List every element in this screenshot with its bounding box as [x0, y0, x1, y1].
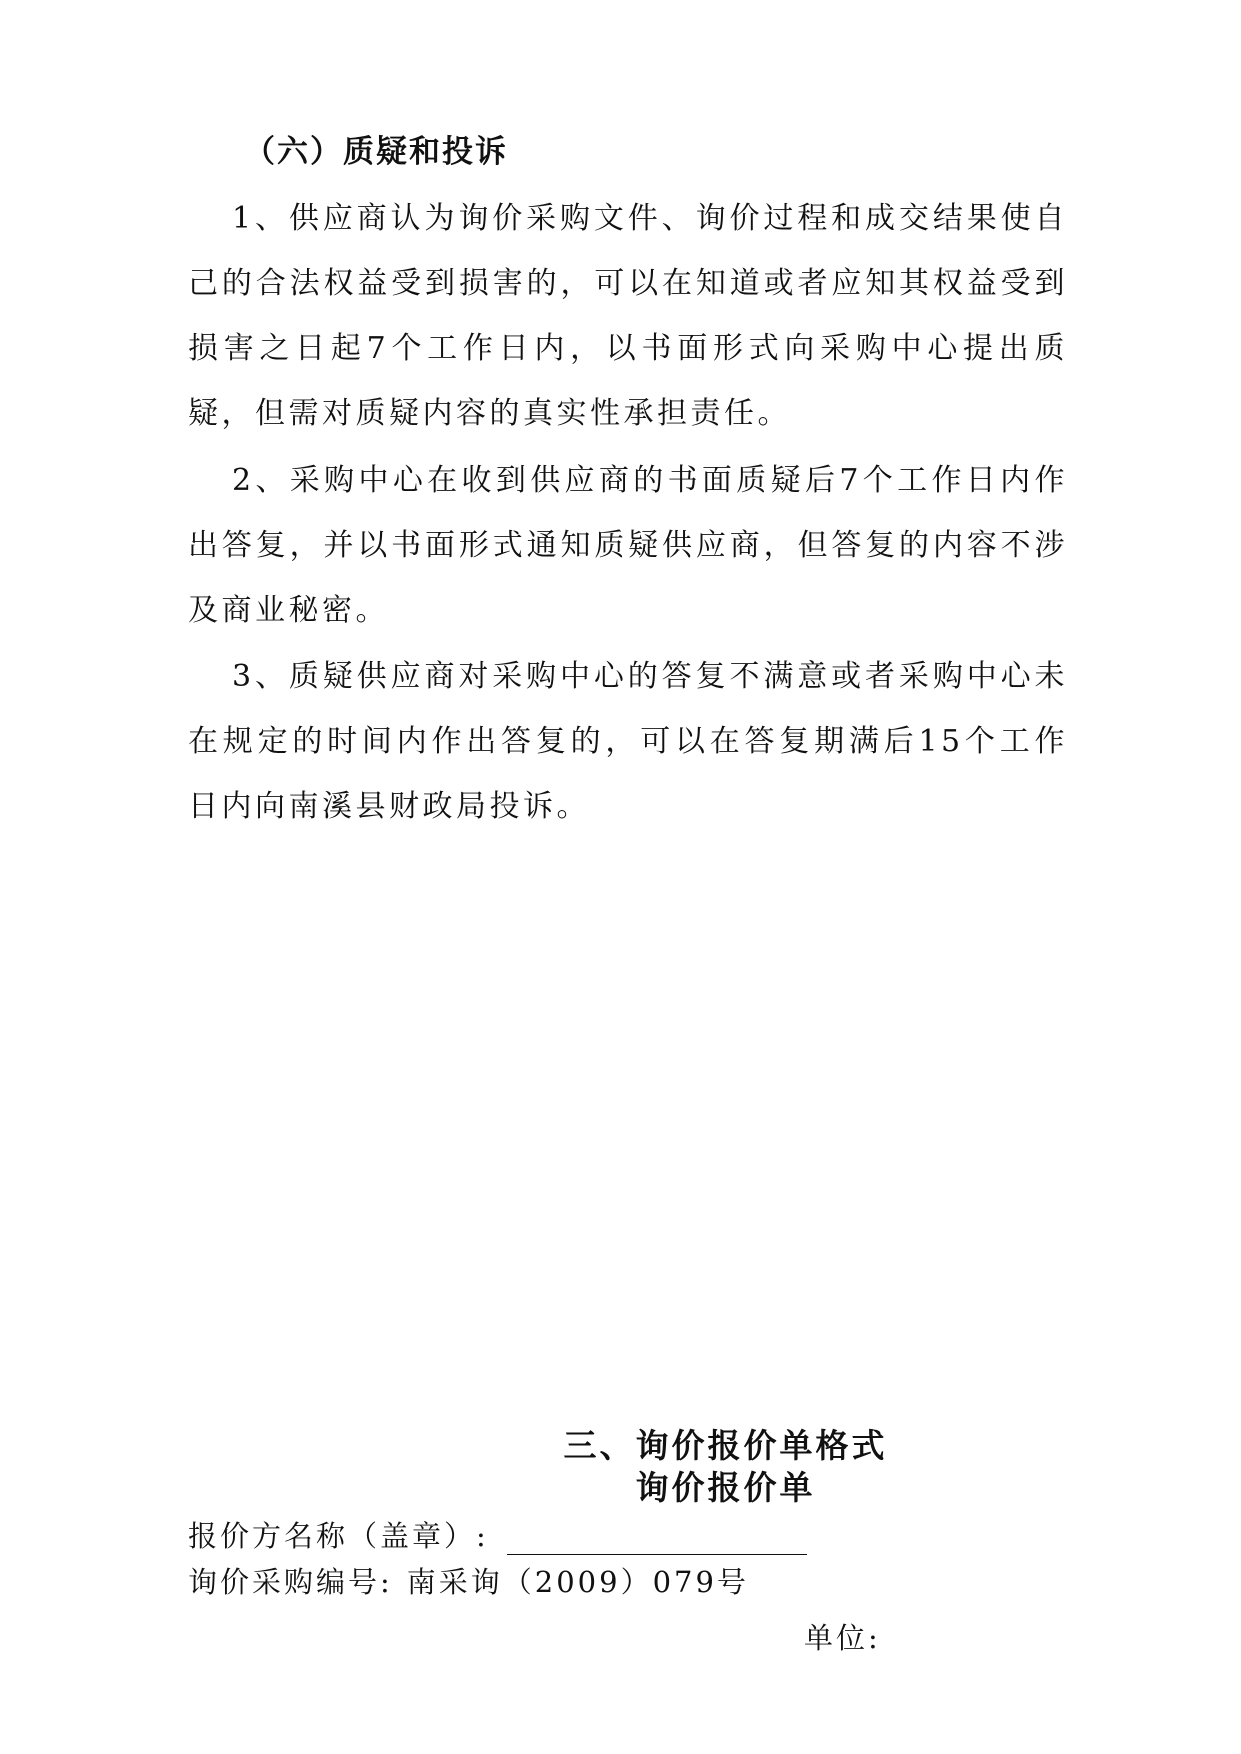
bidder-name-label: 报价方名称（盖章）:: [188, 1519, 489, 1553]
paragraph-1: 1、供应商认为询价采购文件、询价过程和成交结果使自己的合法权益受到损害的，可以在知道或者应知其权益受到损害之日起7个工作日内，以书面形式向采购中心提出质疑，但需对质疑内容的真实性承担责任。: [188, 201, 1068, 431]
procurement-code-row: [188, 1560, 749, 1601]
bidder-name-row: [188, 1514, 807, 1555]
paragraph-2: 2、采购中心在收到供应商的书面质疑后7个工作日内作出答复，并以书面形式通知质疑供应商，但答复的内容不涉及商业秘密。: [188, 463, 1068, 628]
form-subtitle: 询价报价单: [635, 1468, 816, 1507]
procurement-code-label: 询价采购编号:: [188, 1565, 393, 1599]
form-title: 三、询价报价单格式: [563, 1426, 888, 1465]
unit-label: 单位:: [804, 1621, 881, 1655]
procurement-code-value: 南采询（2009）079号: [406, 1565, 749, 1599]
bidder-name-blank: [507, 1524, 807, 1555]
section-heading: （六）质疑和投诉: [244, 134, 508, 170]
paragraph-3: 3、质疑供应商对采购中心的答复不满意或者采购中心未在规定的时间内作出答复的，可以在答复期满后15个工作日内向南溪县财政局投诉。: [188, 659, 1068, 824]
